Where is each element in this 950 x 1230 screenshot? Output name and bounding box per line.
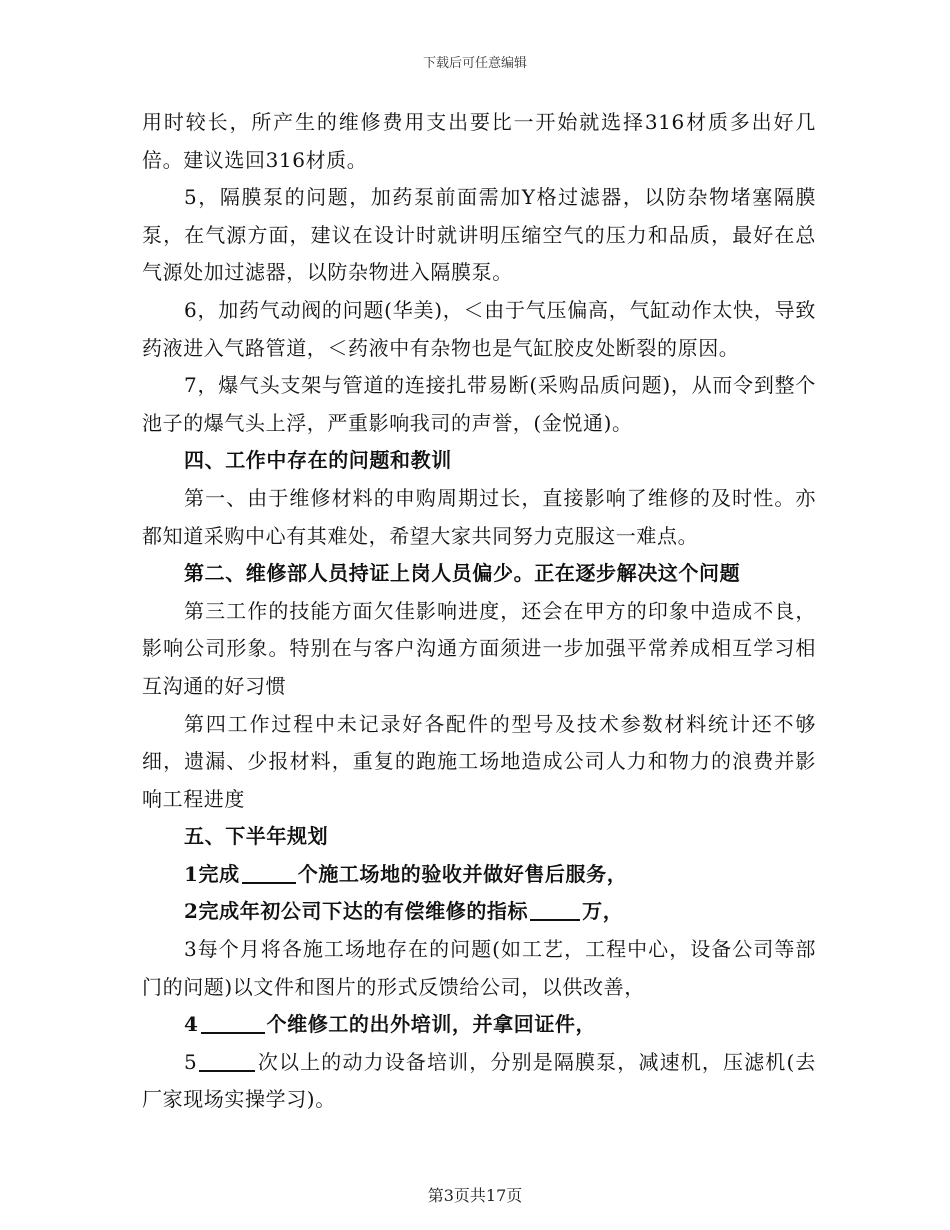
paragraph-continuation: 用时较长，所产生的维修费用支出要比一开始就选择316材质多出好几倍。建议选回316材质。 — [142, 110, 816, 172]
paragraph-item-7: 7，爆气头支架与管道的连接扎带易断(采购品质问题)，从而令到整个池子的爆气头上浮，严重影响我司的声誉，(金悦通)。 — [142, 373, 816, 435]
page-header: 下载后可任意编辑 — [422, 56, 527, 71]
paragraph-item-6: 6，加药气动阀的问题(华美)，＜由于气压偏高，气缸动作太快，导致药液进入气路管道，＜药液中有杂物也是气缸胶皮处断裂的原因。 — [142, 297, 816, 360]
paragraph-third: 第三工作的技能方面欠佳影响进度，还会在甲方的印象中造成不良，影响公司形象。特别在与客户沟通方面须进一步加强平常养成相互学习相互沟通的好习惯 — [142, 598, 816, 698]
section-heading-5: 五、下半年规划 — [184, 824, 329, 849]
plan-item-2: 2完成年初公司下达的有偿维修的指标 万， — [184, 899, 624, 924]
section-heading-4: 四、工作中存在的问题和教训 — [184, 448, 452, 473]
paragraph-second: 第二、维修部人员持证上岗人员偏少。正在逐步解决这个问题 — [184, 561, 741, 586]
paragraph-fourth: 第四工作过程中未记录好各配件的型号及技术参数材料统计还不够细，遗漏、少报材料，重复的跑施工场地造成公司人力和物力的浪费并影响工程进度 — [142, 711, 816, 811]
paragraph-first: 第一、由于维修材料的申购周期过长，直接影响了维修的及时性。亦都知道采购中心有其难处，希望大家共同努力克服这一难点。 — [142, 485, 816, 548]
page-footer: 第3页共17页 — [427, 1186, 523, 1205]
document-body — [142, 104, 816, 1119]
paragraph-item-5: 5，隔膜泵的问题，加药泵前面需加Y格过滤器，以防杂物堵塞隔膜泵，在气源方面，建议在设计时就讲明压缩空气的压力和品质，最好在总气源处加过滤器，以防杂物进入隔膜泵。 — [142, 185, 816, 285]
blank-line — [530, 899, 580, 921]
blank-line — [242, 862, 296, 884]
blank-line — [199, 1050, 255, 1072]
plan-item-4: 4 个维修工的出外培训，并拿回证件， — [184, 1012, 597, 1037]
plan-item-3: 3每个月将各施工场地存在的问题(如工艺，工程中心，设备公司等部门的问题)以文件和图片的形式反馈给公司，以供改善， — [142, 937, 816, 999]
plan-item-5: 5 次以上的动力设备培训，分别是隔膜泵，减速机，压滤机(去厂家现场实操学习)。 — [142, 1049, 816, 1112]
blank-line — [201, 1012, 265, 1034]
plan-item-1: 1完成 个施工场地的验收并做好售后服务， — [184, 861, 628, 886]
